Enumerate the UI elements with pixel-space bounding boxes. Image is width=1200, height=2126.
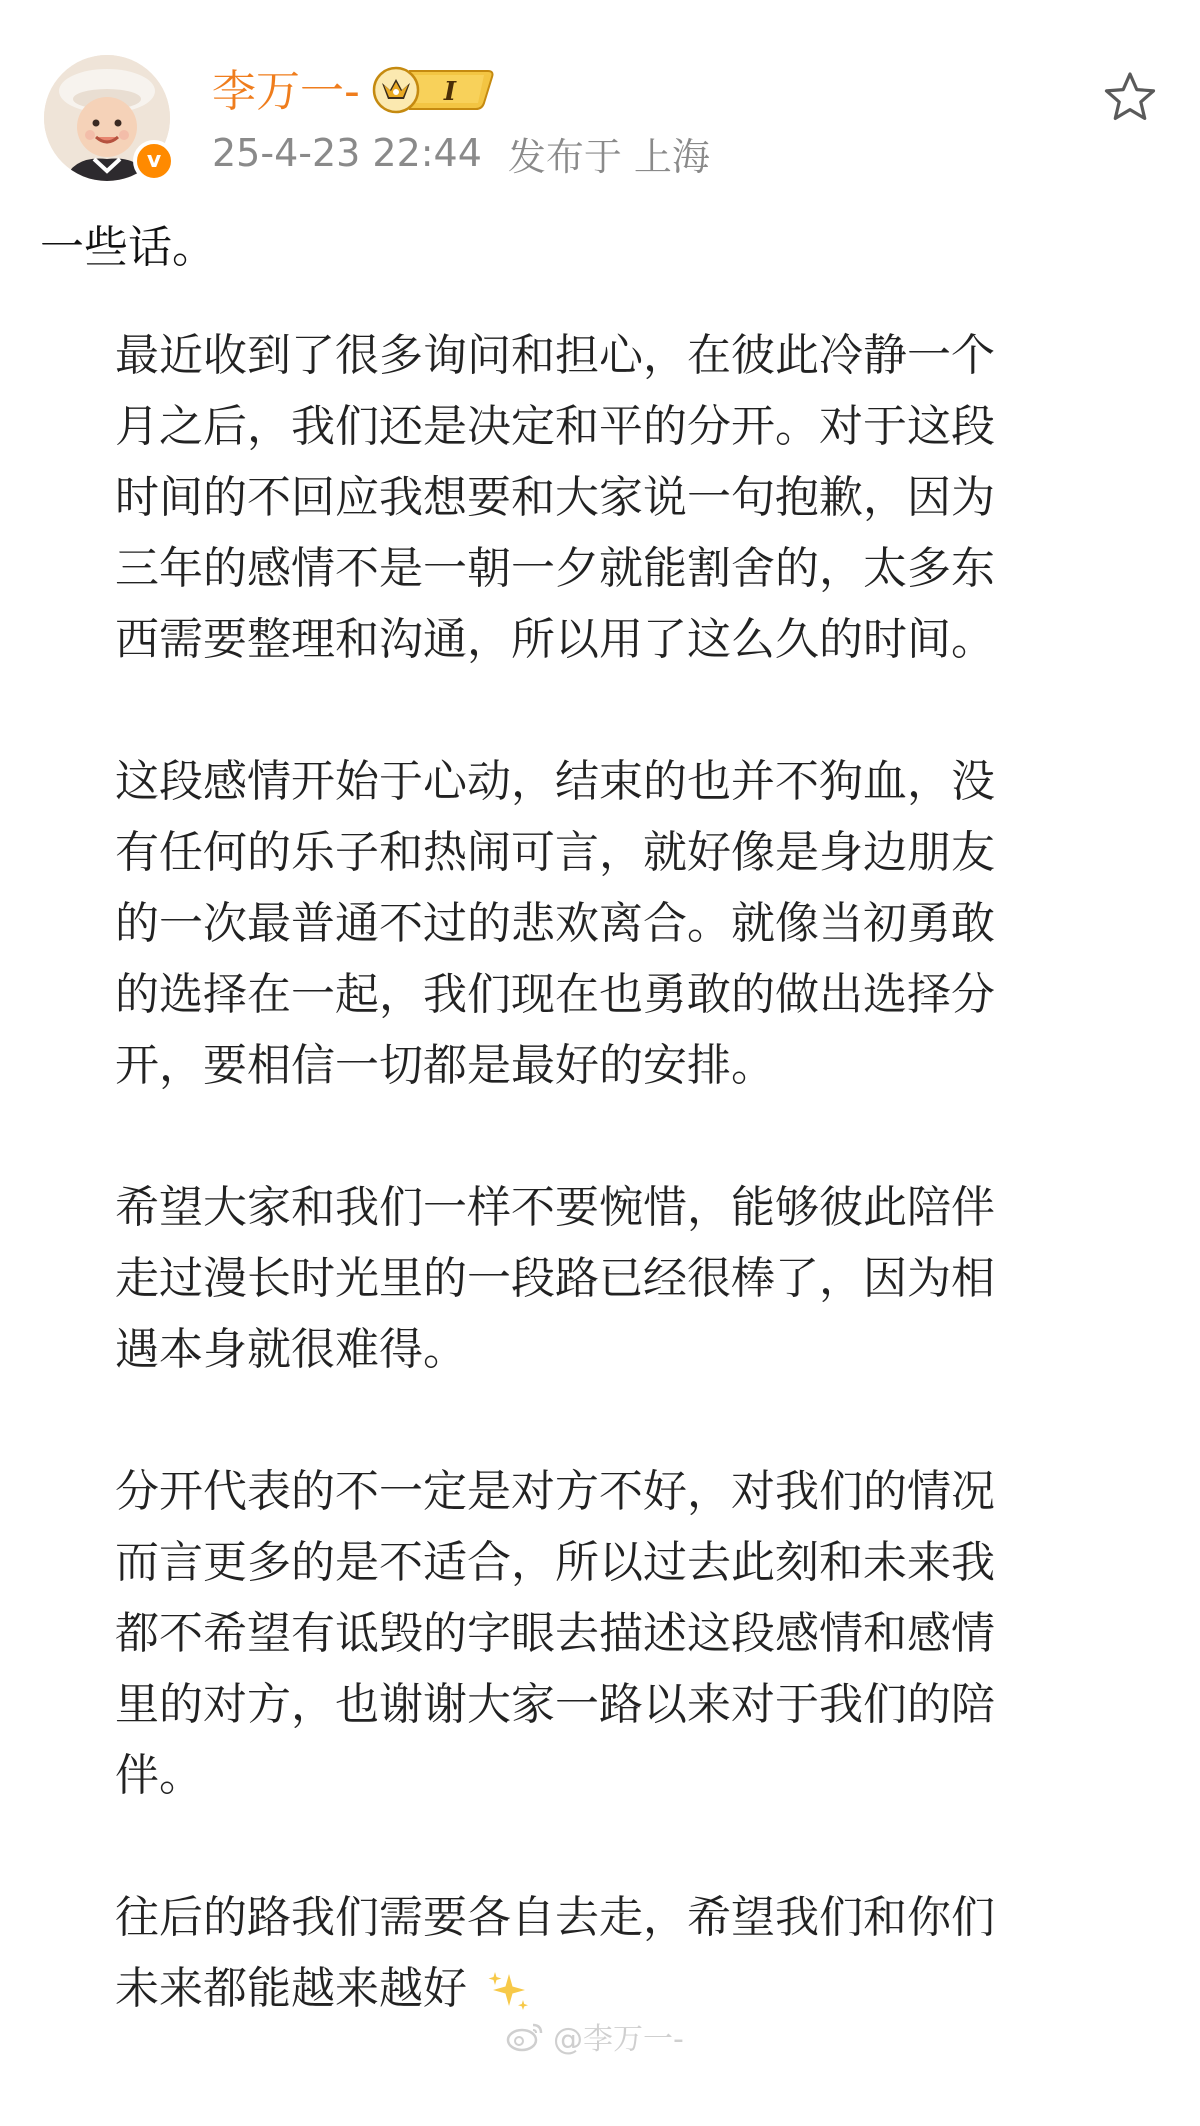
paragraph — [115, 1882, 1075, 2024]
text-line: 有任何的乐子和热闹可言，就好像是身边朋友 — [115, 827, 995, 878]
post-title: 一些话。 — [40, 222, 216, 273]
watermark-text: @李万一- — [553, 2022, 684, 2057]
text-line: 都不希望有诋毁的字眼去描述这段感情和感情 — [115, 1608, 995, 1659]
paragraph — [115, 746, 1075, 1101]
post-meta — [212, 128, 710, 178]
paragraph — [115, 1172, 1075, 1385]
vip-level: I — [443, 77, 456, 107]
text-line: 希望大家和我们一样不要惋惜，能够彼此陪伴 — [115, 1182, 995, 1233]
text-line: 三年的感情不是一朝一夕就能割舍的，太多东 — [115, 543, 995, 594]
text-line: 分开代表的不一定是对方不好，对我们的情况 — [115, 1466, 995, 1517]
post-header — [0, 0, 1200, 200]
paragraph — [115, 1456, 1075, 1811]
text-line-content: 未来都能越来越好 — [115, 1963, 467, 2014]
text-line: 这段感情开始于心动，结束的也并不狗血，没 — [115, 756, 995, 807]
text-line: 时间的不回应我想要和大家说一句抱歉，因为 — [115, 472, 995, 523]
sparkles-icon — [485, 1968, 531, 2014]
text-line: 里的对方，也谢谢大家一路以来对于我们的陪 — [115, 1679, 995, 1730]
text-line: 开，要相信一切都是最好的安排。 — [115, 1040, 775, 1091]
post-location: 上海 — [633, 134, 710, 179]
text-line: 遇本身就很难得。 — [115, 1324, 467, 1375]
watermark — [505, 2016, 684, 2056]
post-body — [115, 320, 1075, 2095]
location-prefix: 发布于 — [507, 134, 622, 179]
text-line: 最近收到了很多询问和担心，在彼此冷静一个 — [115, 330, 995, 381]
text-line: 往后的路我们需要各自去走，希望我们和你们 — [115, 1892, 995, 1943]
verified-badge — [133, 140, 175, 182]
favorite-button[interactable] — [1100, 68, 1160, 128]
author-name[interactable]: 李万一- — [212, 66, 360, 117]
vip-badge-icon[interactable] — [370, 59, 496, 115]
text-line: 走过漫长时光里的一段路已经很棒了，因为相 — [115, 1253, 995, 1304]
text-line: 的选择在一起，我们现在也勇敢的做出选择分 — [115, 969, 995, 1020]
text-line: 的一次最普通不过的悲欢离合。就像当初勇敢 — [115, 898, 995, 949]
text-line: 伴。 — [115, 1750, 203, 1801]
post-date: 25-4-23 22:44 — [212, 131, 482, 175]
weibo-logo-icon — [505, 2019, 545, 2053]
star-outline-icon — [1100, 68, 1160, 128]
paragraph — [115, 320, 1075, 675]
text-line: 西需要整理和沟通，所以用了这么久的时间。 — [115, 614, 995, 665]
verified-mark: v — [146, 148, 162, 173]
author-row — [212, 54, 496, 120]
text-line: 月之后，我们还是决定和平的分开。对于这段 — [115, 401, 995, 452]
text-line: 而言更多的是不适合，所以过去此刻和未来我 — [115, 1537, 995, 1588]
